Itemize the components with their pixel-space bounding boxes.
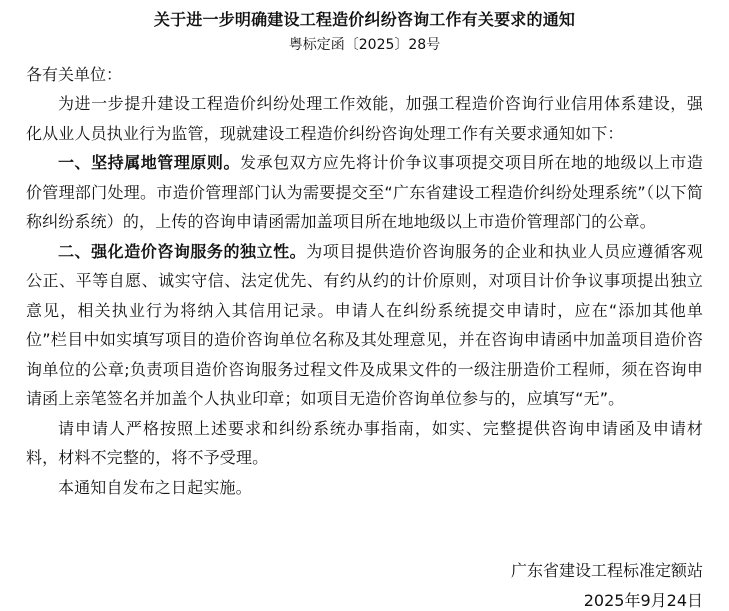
document-title: 关于进一步明确建设工程造价纠纷咨询工作有关要求的通知 bbox=[153, 10, 576, 29]
requirements-paragraph: 请申请人严格按照上述要求和纠纷系统办事指南，如实、完整提供咨询申请函及申请材料，材料不完整的，将不予受理。 bbox=[26, 418, 703, 467]
section-2-heading: 二、强化造价咨询服务的独立性。 bbox=[58, 241, 307, 261]
section-1-heading: 一、坚持属地管理原则。 bbox=[58, 153, 241, 172]
document-number: 粤标定函〔2025〕28号 bbox=[288, 37, 441, 53]
effective-paragraph: 本通知自发布之日起实施。 bbox=[58, 477, 252, 497]
salutation: 各有关单位： bbox=[26, 65, 123, 84]
section-1-body: 发承包双方应先将计价争议事项提交项目所在地的地级以上市造价管理部门处理。市造价管理部门认为需要提交至“广东省建设工程造价纠纷处理系统”（以下简称纠纷系统）的，上传的咨询申请函需加盖项目所在地地级以上市造价管理部门的公章。 bbox=[26, 153, 704, 231]
issuer-signature: 广东省建设工程标准定额站 bbox=[510, 561, 703, 580]
section-2-body: 为项目提供造价咨询服务的企业和执业人员应遵循客观公正、平等自愿、诚实守信、法定优先、有约从约的计价原则，对项目计价争议事项提出独立意见，相关执业行为将纳入其信用记录。申请人在纠纷系统提交申请时，应在“添加其他单位”栏目中如实填写项目的造价咨询单位名称及其处理意见，并在咨询申请函中加盖项目造价咨询单位的公章;负责项目造价咨询服务过程文件及成果文件的一级注册造价工程师，须在咨询申请函上亲笔签名并加盖个人执业印章；如项目无造价咨询单位参与的，应填写“无”。 bbox=[26, 241, 703, 408]
intro-paragraph: 为进一步提升建设工程造价纠纷处理工作效能，加强工程造价咨询行业信用体系建设，强化从业人员执业行为监管，现就建设工程造价纠纷咨询处理工作有关要求通知如下： bbox=[26, 94, 703, 143]
section-1-paragraph bbox=[26, 148, 703, 237]
section-2-paragraph bbox=[26, 237, 703, 414]
issue-date: 2025年9月24日 bbox=[583, 591, 703, 610]
